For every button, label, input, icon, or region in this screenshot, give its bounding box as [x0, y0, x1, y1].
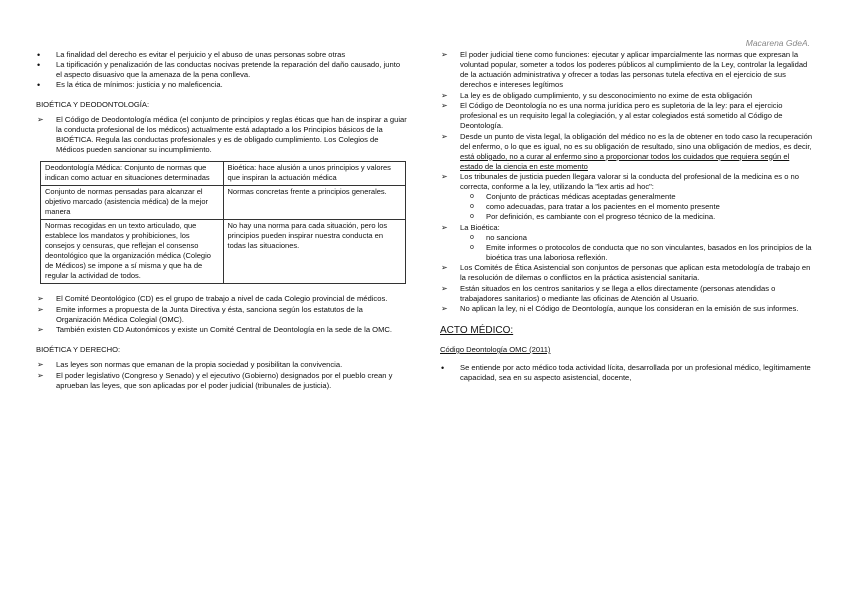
bioetica-sublist	[466, 233, 814, 263]
section-heading-derecho: BIOÉTICA Y DERECHO:	[36, 345, 121, 354]
left-column	[36, 50, 408, 391]
list-item: ➢ El poder legislativo (Congreso y Senado) y el ejecutivo (Gobierno) designados por el pueblo crean y aprueban las leyes, que son aplicadas por el poder judicial (tribunales de justicia).	[36, 371, 408, 391]
acto-medico-heading: ACTO MÉDICO:	[440, 325, 514, 336]
deontologia-list	[36, 115, 408, 155]
table-cell: Deodontología Médica: Conjunto de normas que indican como actuar en situaciones determinadas	[41, 162, 224, 186]
list-item: ➢ También existen CD Autonómicos y existe un Comité Central de Deontología en la sede de la OMC.	[36, 325, 408, 335]
table-row	[41, 162, 406, 186]
list-item: ➢ Las leyes son normas que emanan de la propia sociedad y posibilitan la convivencia.	[36, 360, 408, 370]
table-cell: Bioética: hace alusión a unos principios y valores que inspiran la actuación médica	[223, 162, 406, 186]
bioetica-text: La Bioética:	[460, 222, 500, 232]
list-item: ➢ No aplican la ley, ni el Código de Deontología, aunque los consideran en la emisión de sus informes.	[440, 304, 814, 314]
list-item: ➢ Están situados en los centros sanitarios y se llega a ellos directamente (personas atendidas o trabajadores sanitarios) o mediante las oficinas de Atención al Usuario.	[440, 284, 814, 304]
sublist-item: o no sanciona	[466, 233, 814, 243]
legal-text: Desde un punto de vista legal, la obligación del médico no es la de obtener en todo caso la recuperación del enfermo, o lo que es igual, no es su obligación de resultado, sino una obligación de medios, es decir,	[460, 131, 813, 151]
comite-list	[36, 294, 408, 335]
list-item: • La finalidad del derecho es evitar el perjuicio y el abuso de unas personas sobre otras	[36, 50, 408, 60]
table-row	[41, 220, 406, 284]
table-cell: Conjunto de normas pensadas para alcanzar el objetivo marcado (asistencia médica) de la mejor manera	[41, 186, 224, 220]
sublist-item: o Emite informes o protocolos de conducta que no son vinculantes, basados en los principios de la bioética tras una laboriosa reflexión.	[466, 243, 814, 263]
derecho-list	[36, 360, 408, 391]
list-item	[440, 223, 814, 263]
list-item: ➢ Los Comités de Ética Asistencial son conjuntos de personas que aplican esta metodología de trabajo en la resolución de dilemas o conflictos en la práctica asistencial sanitaria.	[440, 263, 814, 283]
right-column	[440, 50, 814, 383]
table-cell: No hay una norma para cada situación, pero los principios pueden inspirar nuestra conducta en todas las situaciones.	[223, 220, 406, 284]
section-heading-deontologia: BIOÉTICA Y DEODONTOLOGÍA:	[36, 100, 150, 109]
table-row	[41, 186, 406, 220]
author-signature: Macarena GdeA.	[745, 38, 810, 48]
legal-list	[440, 50, 814, 314]
list-item	[440, 132, 814, 172]
sublist-item: o como adecuadas, para tratar a los pacientes en el momento presente	[466, 202, 814, 212]
table-cell: Normas concretas frente a principios generales.	[223, 186, 406, 220]
comparison-table	[40, 161, 406, 284]
sublist-item: o Por definición, es cambiante con el progreso técnico de la medicina.	[466, 212, 814, 222]
lex-artis-sublist	[466, 192, 814, 222]
list-item	[440, 172, 814, 222]
table-cell: Normas recogidas en un texto articulado, que establece los mandatos y prohibiciones, los consejos y censuras, que reflejan el consenso deontológico que la organización médica (Colegio de Médicos) se impone a sí misma y que ha de regular la actividad de todos.	[41, 220, 224, 284]
list-item: ➢ La ley es de obligado cumplimiento, y su desconocimiento no exime de esta obligación	[440, 91, 814, 101]
intro-list	[36, 50, 408, 90]
list-item: • Se entiende por acto médico toda actividad lícita, desarrollada por un profesional médico, legítimamente capacidad, sea en su aspecto asistencial, docente,	[440, 363, 814, 383]
sublist-item: o Conjunto de prácticas médicas aceptadas generalmente	[466, 192, 814, 202]
list-item: ➢ El poder judicial tiene como funciones: ejecutar y aplicar imparcialmente las normas que expresan la voluntad popular, someter a todos los poderes públicos al cumplimiento de la Ley, controlar la legalidad de la actuación administrativa y ofrecer a todas las personas tutela efectiva en el ejercicio de sus derechos e intereses legítimos	[440, 50, 814, 90]
list-item: • La tipificación y penalización de las conductas nocivas pretende la reparación del daño causado, junto el aspecto disuasivo que la amenaza de la pena conlleva.	[36, 60, 408, 80]
list-item: ➢ El Comité Deontológico (CD) es el grupo de trabajo a nivel de cada Colegio provincial de médicos.	[36, 294, 408, 304]
list-item: • Es la ética de mínimos: justicia y no maleficencia.	[36, 80, 408, 90]
acto-medico-list	[440, 363, 814, 383]
list-item: ➢ El Código de Deodontología médica (el conjunto de principios y reglas éticas que han de inspirar a guiar la conducta profesional de los médicos) actualmente está adaptado a los Principios básicos de la BIOÉTICA. Regula las conductas profesionales y es de obligado cumplimiento. Los Colegios de Médicos pueden sancionar su incumplimiento.	[36, 115, 408, 155]
legal-underlined-text: está obligado, no a curar al enfermo sino a proporcionar todos los cuidados que requiera según el estado de la ciencia en este momento	[460, 151, 790, 171]
list-item: ➢ Emite informes a propuesta de la Junta Directiva y ésta, sanciona según los estatutos de la Organización Médica Colegial (OMC).	[36, 305, 408, 325]
list-item: ➢ El Código de Deontología no es una norma jurídica pero es supletoria de la ley: para el ejercicio profesional es un requisito legal la colegiación, y al estar colegiados está sometido al Código de Deontología.	[440, 101, 814, 131]
codigo-omc-heading: Código Deontología OMC (2011)	[440, 345, 551, 354]
tribunales-text: Los tribunales de justicia pueden llegara valorar si la conducta del profesional de la medicina es o no correcta, conforme a la ley, utilizando la "lex artis ad hoc":	[460, 172, 799, 191]
